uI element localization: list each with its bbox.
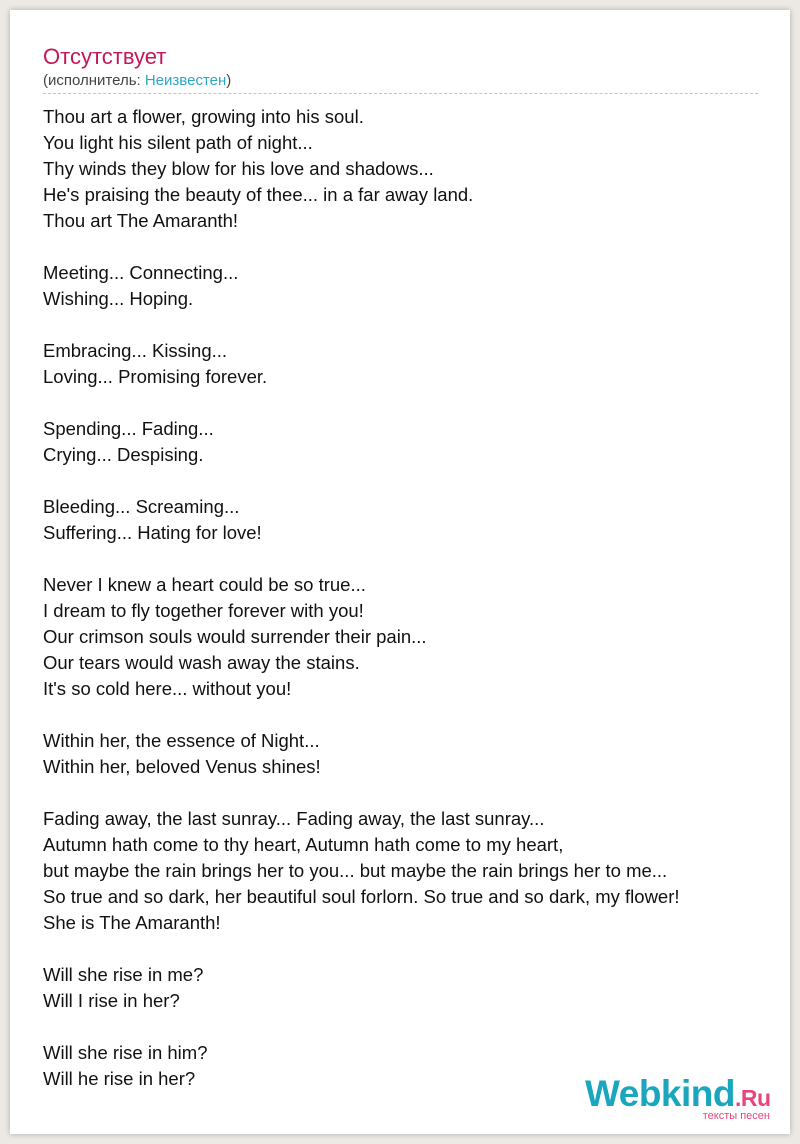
lyric-line: Will he rise in her? [43, 1068, 196, 1089]
lyric-line: She is The Amaranth! [43, 912, 221, 933]
lyric-line: Never I knew a heart could be so true... [43, 574, 366, 595]
lyric-line: Will she rise in him? [43, 1042, 208, 1063]
lyric-line: Crying... Despising. [43, 444, 204, 465]
artist-suffix: ) [226, 72, 232, 89]
lyric-line [43, 702, 680, 728]
song-title: Отсутствует [43, 44, 167, 69]
lyric-line: Thy winds they blow for his love and shadows... [43, 158, 434, 179]
lyric-line [43, 780, 680, 806]
lyric-line: I dream to fly together forever with you! [43, 600, 364, 621]
lyric-line: So true and so dark, her beautiful soul forlorn. So true and so dark, my flower! [43, 886, 680, 907]
logo-main-text: Webkind [585, 1073, 735, 1114]
artist-prefix: (исполнитель: [43, 72, 145, 89]
lyric-line: Suffering... Hating for love! [43, 522, 262, 543]
lyric-line [43, 1014, 680, 1040]
lyric-line: Within her, the essence of Night... [43, 730, 320, 751]
lyric-line: Bleeding... Screaming... [43, 496, 240, 517]
artist-link[interactable]: Неизвестен [144, 72, 227, 89]
lyric-line: Will she rise in me? [43, 964, 204, 985]
lyric-line [43, 234, 680, 260]
lyric-line [43, 546, 680, 572]
lyric-line: Thou art a flower, growing into his soul. [43, 106, 364, 127]
lyric-line: Autumn hath come to thy heart, Autumn hath come to my heart, [43, 834, 564, 855]
lyric-line [43, 312, 680, 338]
logo-suffix: .Ru [735, 1085, 771, 1111]
lyric-line: Wishing... Hoping. [43, 288, 194, 309]
lyric-line [43, 936, 680, 962]
lyrics-text [43, 104, 680, 1092]
lyric-line: Our crimson souls would surrender their pain... [43, 626, 427, 647]
lyric-line: He's praising the beauty of thee... in a far away land. [43, 184, 474, 205]
lyric-line [43, 468, 680, 494]
lyric-line: Our tears would wash away the stains. [43, 652, 360, 673]
lyric-line: It's so cold here... without you! [43, 678, 292, 699]
logo-tagline: тексты песен [702, 1110, 770, 1122]
artist-line [43, 72, 231, 90]
lyric-line: Spending... Fading... [43, 418, 214, 439]
lyric-line: Embracing... Kissing... [43, 340, 228, 361]
lyrics-card [10, 10, 790, 1134]
lyric-line: but maybe the rain brings her to you... but maybe the rain brings her to me... [43, 860, 668, 881]
lyric-line: Within her, beloved Venus shines! [43, 756, 321, 777]
header-divider [43, 93, 758, 94]
lyric-line: You light his silent path of night... [43, 132, 313, 153]
lyric-line: Will I rise in her? [43, 990, 180, 1011]
lyric-line: Fading away, the last sunray... Fading away, the last sunray... [43, 808, 545, 829]
lyric-line: Meeting... Connecting... [43, 262, 239, 283]
lyric-line [43, 390, 680, 416]
lyric-line: Thou art The Amaranth! [43, 210, 239, 231]
lyric-line: Loving... Promising forever. [43, 366, 268, 387]
webkind-logo[interactable] [585, 1074, 775, 1120]
